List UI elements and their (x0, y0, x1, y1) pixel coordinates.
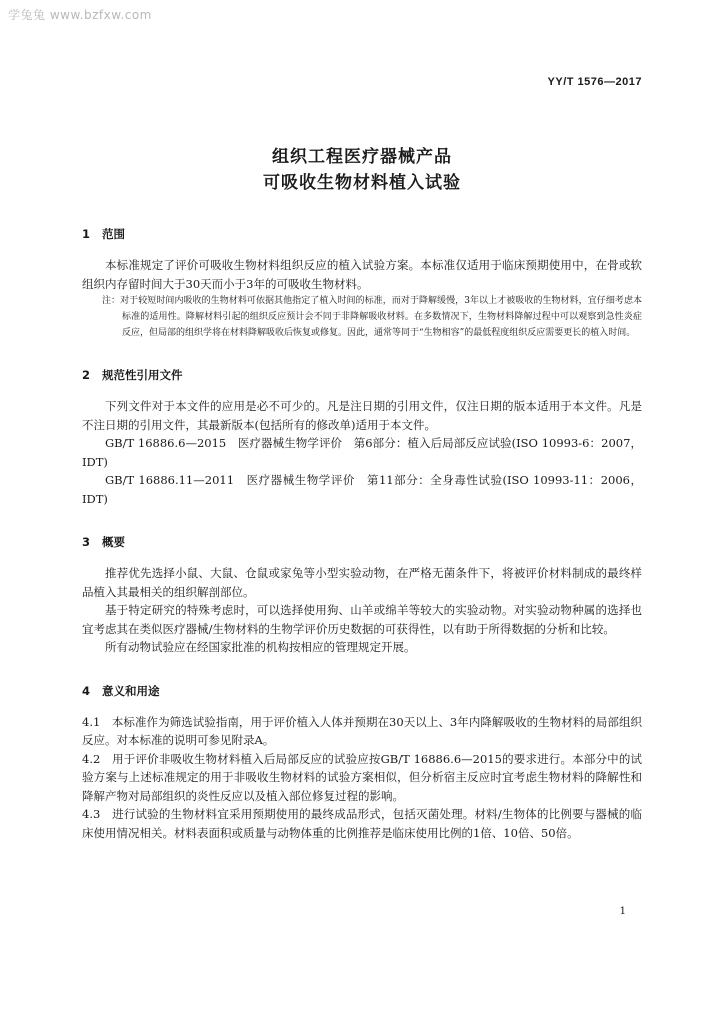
standard-number: YY/T 1576—2017 (547, 76, 642, 88)
paragraph: 下列文件对于本文件的应用是必不可少的。凡是注日期的引用文件，仅注日期的版本适用于本文件。凡是不注日期的引用文件，其最新版本(包括所有的修改单)适用于本文件。 (82, 399, 642, 432)
section-number: 4 (82, 683, 91, 698)
page-number: 1 (619, 906, 626, 917)
document-body (82, 224, 642, 842)
paragraph: 所有动物试验应在经国家批准的机构按相应的管理规定开展。 (105, 640, 416, 654)
section-title: 范围 (102, 227, 125, 241)
section-title: 概要 (102, 535, 125, 549)
clause-item: 4.1 本标准作为筛选试验指南，用于评价植入人体并预期在30天以上、3年内降解吸收的生物材料的局部组织反应。对本标准的说明可参见附录A。 (82, 714, 642, 747)
paragraph: 基于特定研究的特殊考虑时，可以选择使用狗、山羊或绵羊等较大的实验动物。对实验动物种属的选择也宜考虑其在类似医疗器械/生物材料的生物学评价历史数据的可获得性，以有助于所得数据的分析和比较。 (82, 603, 642, 636)
clause-item: 4.2 用于评价非吸收生物材料植入后局部反应的试验应按GB/T 16886.6—2015的要求进行。本部分中的试验方案与上述标准规定的用于非吸收生物材料的试验方案相似，但分析宿主反应时宜考虑生物材料的降解性和降解产物对局部组织的炎性反应以及植入部位修复过程的影响。 (82, 751, 642, 803)
note: 注：对于较短时间内吸收的生物材料可依据其他指定了植入时间的标准，而对于降解缓慢，3年以上才被吸收的生物材料，宜仔细考虑本标准的适用性。降解材料引起的组织反应预计会不同于非降解吸收材料。在多数情况下，生物材料降解过程中可以观察到急性炎症反应，但局部的组织学将在材料降解吸收后恢复或修复。因此，通常等同于“生物相容”的最低程度组织反应需要更长的植入时间。 (102, 296, 642, 338)
section-title: 意义和用途 (102, 683, 160, 698)
paragraph: 推荐优先选择小鼠、大鼠、仓鼠或家兔等小型实验动物，在严格无菌条件下，将被评价材料制成的最终样品植入其最相关的组织解剖部位。 (82, 566, 642, 599)
document-title-line2: 可吸收生物材料植入试验 (263, 173, 461, 193)
section-heading (82, 224, 642, 244)
reference-item: GB/T 16886.6—2015 医疗器械生物学评价 第6部分：植入后局部反应试验(ISO 10993-6：2007，IDT) (82, 436, 642, 469)
section-number: 3 (82, 535, 91, 549)
paragraph: 本标准规定了评价可吸收生物材料组织反应的植入试验方案。本标准仅适用于临床预期使用中，在骨或软组织内存留时间大于30天而小于3年的可吸收生物材料。 (82, 258, 642, 291)
section-title: 规范性引用文件 (102, 368, 183, 382)
section-heading (82, 365, 642, 385)
watermark: 学兔兔 www.bzfxw.com (8, 8, 152, 22)
section-heading (82, 532, 642, 552)
section-number: 1 (82, 227, 91, 241)
section-heading (82, 681, 642, 701)
reference-item: GB/T 16886.11—2011 医疗器械生物学评价 第11部分：全身毒性试验(ISO 10993-11：2006，IDT) (82, 473, 642, 506)
section-number: 2 (82, 368, 91, 382)
clause-item: 4.3 进行试验的生物材料宜采用预期使用的最终成品形式，包括灭菌处理。材料/生物体的比例要与器械的临床使用情况相关。材料表面积或质量与动物体重的比例推荐是临床使用比例的1倍、10倍、50倍。 (82, 807, 642, 840)
document-title-line1: 组织工程医疗器械产品 (272, 147, 452, 167)
